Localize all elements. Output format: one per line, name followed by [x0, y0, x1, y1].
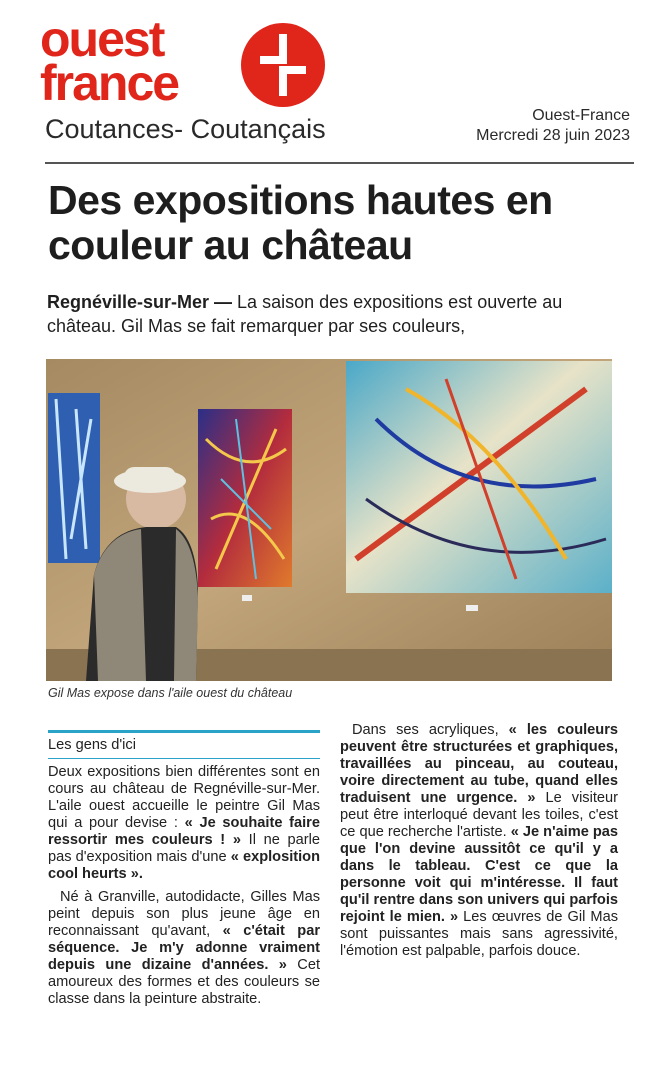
article-column-2 [340, 722, 618, 966]
article-headline: Des expositions hautes en couleur au château [48, 177, 553, 268]
ouest-france-emblem-icon [240, 22, 326, 108]
quote-run: « explosition cool heurts ». [48, 849, 320, 882]
article-photo [46, 359, 612, 681]
photo-caption: Gil Mas expose dans l'aile ouest du château [48, 686, 293, 700]
rubric-top-bar [48, 730, 320, 733]
article-column-1 [48, 764, 320, 1014]
column-1-paragraph-2 [48, 889, 320, 1008]
logo-word-ouest: ouest [40, 11, 164, 67]
article-lede [47, 290, 627, 338]
quote-run: « les couleurs peuvent être structurées et graphiques, travaillées au pinceau, au couteau, voire directement au tube, quand elles traduisent une urgence. » [340, 722, 618, 806]
text-run: Dans ses acryliques, [352, 722, 509, 738]
text-run: Né à Granville, autodidacte, Gilles Mas peint depuis son plus jeune âge en reconnaissant qu'avant, [48, 889, 320, 939]
edition-title: Coutances- Coutançais [45, 114, 326, 144]
publication-name: Ouest-France [532, 107, 630, 124]
exhibition-photo [46, 359, 612, 681]
rubric-underline [48, 758, 320, 759]
masthead-divider [45, 162, 634, 164]
text-run: Cet amoureux des formes et des couleurs se classe dans la peinture abstraite. [48, 957, 320, 1007]
rubric-label: Les gens d'ici [48, 737, 136, 753]
quote-run: « Je n'aime pas que l'on devine aussitôt ce qu'il y a dans le tableau. C'est ce que la personne voit qui m'intéresse. Il faut qu'il rentre dans son univers qui parfois rejoint le mien. » [340, 824, 619, 925]
text-run: Les œuvres de Gil Mas sont puissantes mais sans agressivité, l'émotion est palpable, parfois douce. [340, 909, 618, 959]
text-run: Le visiteur peut être interloqué devant les toiles, c'est ce que recherche l'artiste. [340, 790, 618, 840]
lede-place: Regnéville-sur-Mer — [47, 292, 233, 312]
lede-text: La saison des expositions est ouverte au château. Gil Mas se fait remarquer par ses couleurs, [47, 292, 563, 336]
text-run: Il ne parle pas d'exposition mais d'une [48, 832, 320, 865]
quote-run: « Je souhaite faire ressortir mes couleurs ! » [48, 815, 320, 848]
column-2-paragraph-1 [340, 722, 618, 960]
publication-info [476, 106, 630, 146]
logo-word-france: france [40, 55, 179, 111]
quote-run: « c'était par séquence. Je m'y adonne vraiment depuis une dizaine d'années. » [48, 923, 320, 973]
column-1-paragraph-1 [48, 764, 320, 883]
publication-date: Mercredi 28 juin 2023 [476, 127, 630, 144]
ouest-france-logo [40, 11, 330, 111]
text-run: Deux expositions bien différentes sont en cours au château de Regnéville-sur-Mer. L'aile ouest accueille le peintre Gil Mas qui a pour devise : [48, 764, 320, 831]
